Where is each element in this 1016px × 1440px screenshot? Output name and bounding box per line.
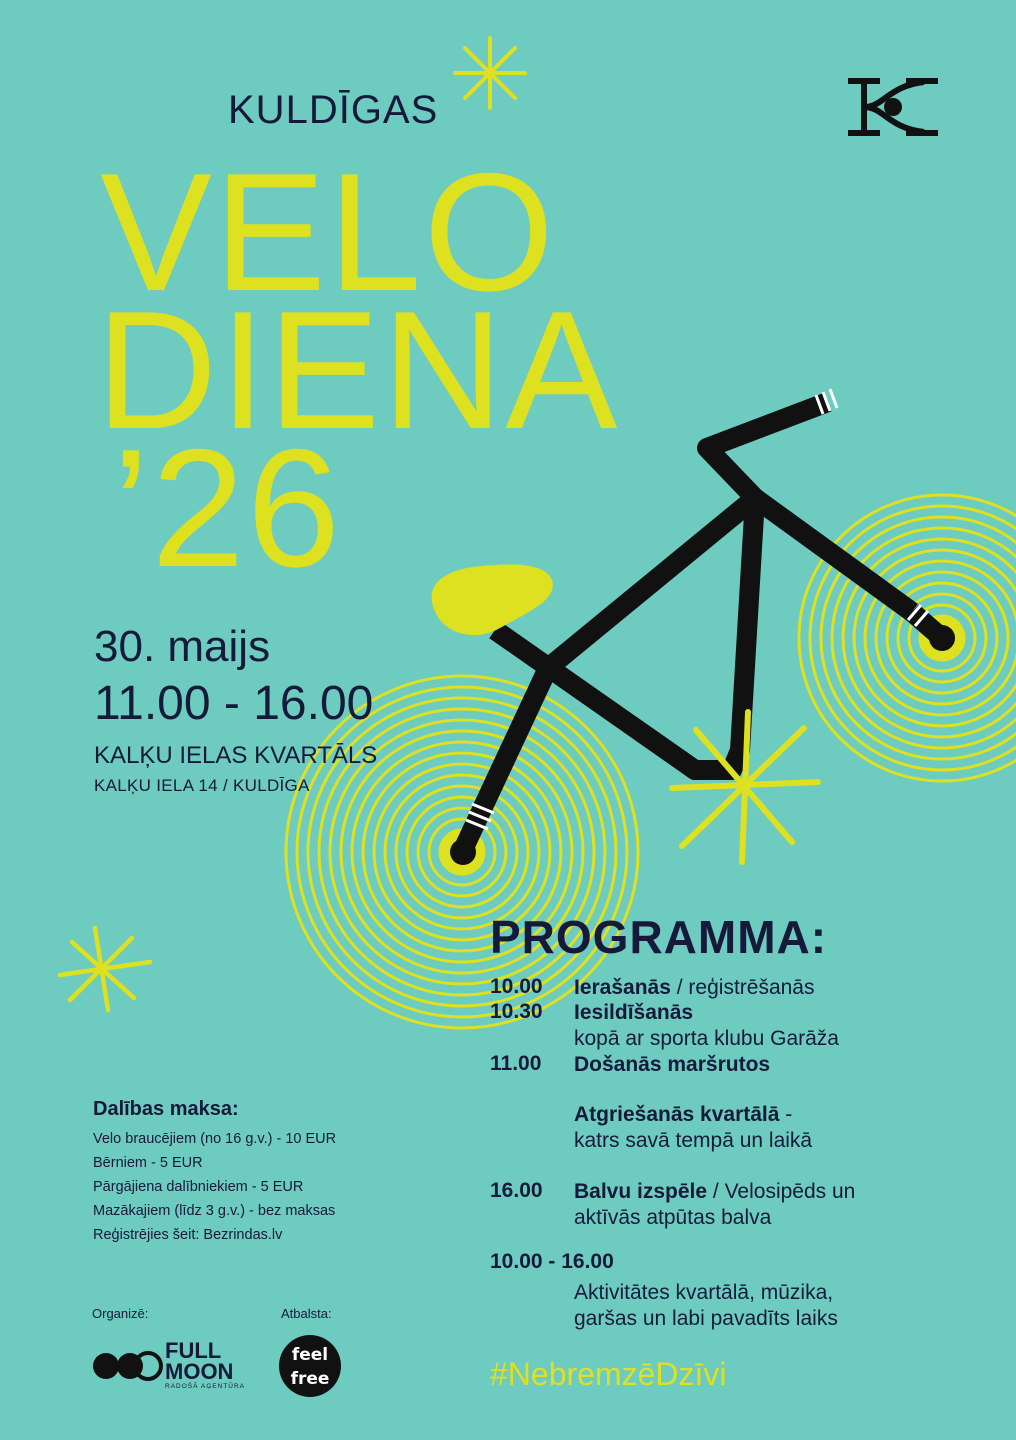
title-diena: DIENA [96,276,620,464]
program-item: katrs savā tempā un laikā [574,1129,813,1152]
program-item: Iesildīšanās [574,1001,694,1024]
rear-hub-icon [929,625,955,651]
organizer-name: FULL MOON [165,1338,234,1384]
title-year: ’26 [112,414,343,602]
fee-item: Bērniem - 5 EUR [93,1155,203,1171]
program-item: Ierašanās / reģistrēšanās [574,976,815,999]
program-title: PROGRAMMA: [490,911,828,963]
program-time: 10.00 - 16.00 [490,1250,614,1273]
kuldiga-k-logo-icon [848,81,938,133]
fee-item: Mazākajiem (līdz 3 g.v.) - bez maksas [93,1203,336,1219]
full-moon-logo-icon [93,1353,161,1379]
registration-link[interactable]: Reģistrējies šeit: Bezrindas.lv [93,1227,283,1243]
fee-item: Velo braucējiem (no 16 g.v.) - 10 EUR [93,1131,337,1147]
venue-name: KALĶU IELAS KVARTĀLS [94,742,378,769]
supporter-label: Atbalsta: [281,1306,332,1321]
program-time: 16.00 [490,1179,543,1202]
title-velo: VELO [100,138,557,326]
bicycle-saddle [432,564,553,635]
sparkle-icon [672,712,818,862]
event-date: 30. maijs [94,622,271,671]
hashtag: #NebremzēDzīvi [490,1356,727,1392]
fees-title: Dalības maksa: [93,1098,239,1120]
sparkle-icon [455,38,525,108]
organizer-subtitle: RADOŠĀ AĢENTŪRA [165,1383,246,1390]
program-item: Aktivitātes kvartālā, mūzika, [574,1281,834,1304]
event-time: 11.00 - 16.00 [94,677,374,730]
program-item: aktīvās atpūtas balva [574,1206,772,1229]
fees-list [93,1127,336,1247]
program-item: Atgriešanās kvartālā - [574,1103,793,1126]
program-item: Došanās maršrutos [574,1053,771,1076]
program-time: 10.00 [490,975,543,998]
program-item: garšas un labi pavadīts laiks [574,1307,838,1330]
front-hub-icon [450,839,476,865]
feel-free-logo-icon [279,1335,341,1397]
venue-address: KALĶU IELA 14 / KULDĪGA [94,776,310,795]
program-time: 11.00 [490,1052,542,1075]
kicker-title: KULDĪGAS [228,88,439,132]
sparkle-icon [60,928,150,1010]
program-item: Balvu izspēle / Velosipēds un [574,1180,856,1203]
svg-text:feel: feel [291,1345,329,1365]
svg-text:free: free [290,1369,330,1389]
organizer-label: Organizē: [92,1306,149,1321]
program-item: kopā ar sporta klubu Garāža [574,1027,839,1050]
program-time: 10.30 [490,1000,543,1023]
fee-item: Pārgājiena dalībniekiem - 5 EUR [93,1179,304,1195]
